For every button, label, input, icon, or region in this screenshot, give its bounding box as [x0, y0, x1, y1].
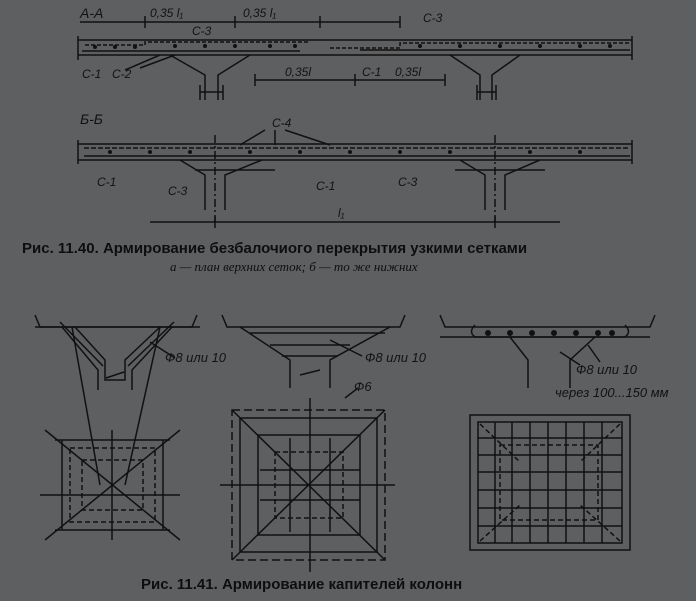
section-aa-drawing — [78, 16, 632, 100]
mark-c3-bb-left: С-3 — [168, 184, 188, 198]
section-bb-drawing — [78, 130, 632, 228]
rebar-label-4: Ф6 — [354, 379, 372, 394]
dimension-label-1: 0,35 l₁ — [150, 6, 184, 20]
mark-c3-mid: С-3 — [192, 24, 212, 38]
mark-c1-bb-mid: С-1 — [316, 179, 336, 193]
section-aa-label: А-А — [80, 5, 104, 21]
caption-1140-subtitle: а — план верхних сеток; б — то же нижних — [170, 259, 418, 274]
caption-1140-title: Рис. 11.40. Армирование безбалочиого перекрытия узкими сетками — [22, 240, 528, 257]
mark-c4: С-4 — [272, 116, 292, 130]
rebar-label-3: Ф8 или 10 — [576, 362, 638, 377]
dimension-label-2: 0,35 l₁ — [243, 6, 277, 20]
rebar-label-1: Ф8 или 10 — [165, 350, 227, 365]
mark-c1-bb-left: С-1 — [97, 175, 117, 189]
mark-c3-top: С-3 — [423, 11, 443, 25]
dimension-label-4: 0,35l — [395, 65, 422, 79]
caption-1141-title: Рис. 11.41. Армирование капителей колонн — [141, 576, 463, 593]
spacing-label: через 100...150 мм — [555, 385, 669, 400]
span-label: l₁ — [338, 206, 345, 220]
rebar-label-2: Ф8 или 10 — [365, 350, 427, 365]
mark-c3-bb-right: С-3 — [398, 175, 418, 189]
capital-plan-3 — [470, 415, 630, 550]
capital-plan-1 — [40, 327, 180, 540]
mark-c2: С-2 — [112, 67, 132, 81]
capital-plan-2 — [220, 398, 395, 572]
mark-c1-mid: С-1 — [362, 65, 382, 79]
capital-section-3 — [440, 315, 655, 388]
section-bb-label: Б-Б — [80, 111, 103, 127]
dimension-label-3: 0,35l — [285, 65, 312, 79]
mark-c1-left: С-1 — [82, 67, 102, 81]
